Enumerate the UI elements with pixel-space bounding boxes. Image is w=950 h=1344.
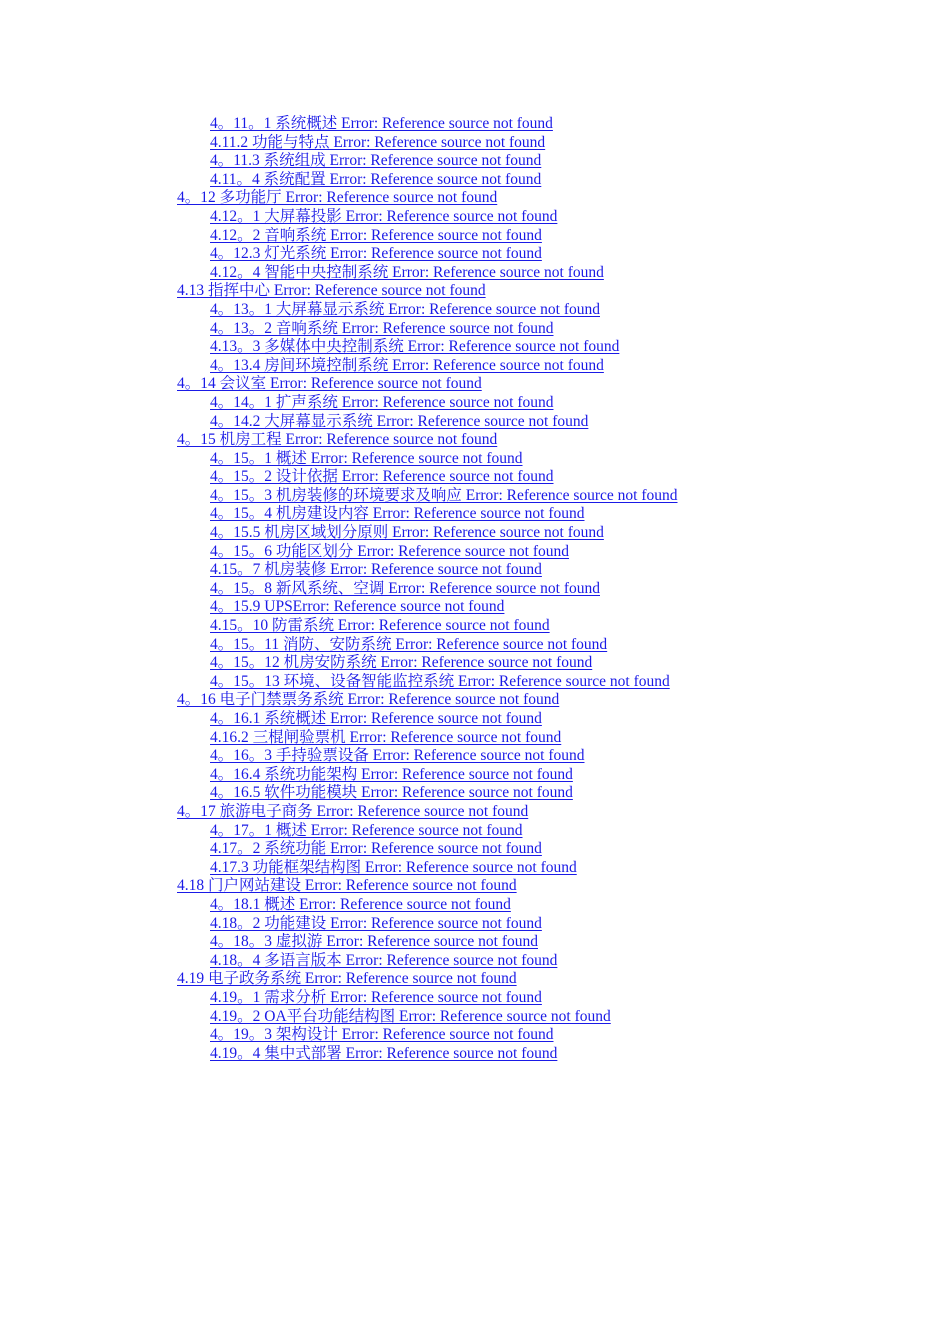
toc-entry[interactable]: 4。15.9 UPSError: Reference source not found — [210, 598, 505, 616]
toc-entry[interactable]: 4。18。3 虚拟游 Error: Reference source not found — [210, 933, 538, 951]
toc-entry[interactable]: 4。17。1 概述 Error: Reference source not found — [210, 821, 523, 839]
toc-entry[interactable]: 4。18.1 概述 Error: Reference source not found — [210, 895, 511, 913]
toc-section-entry[interactable]: 4。14 会议室 Error: Reference source not found — [177, 375, 482, 393]
toc-entry[interactable]: 4.19。2 OA平台功能结构图 Error: Reference source not found — [210, 1007, 611, 1025]
toc-section-entry[interactable]: 4。16 电子门禁票务系统 Error: Reference source not found — [177, 691, 560, 709]
toc-entry[interactable]: 4.16.2 三棍闸验票机 Error: Reference source not found — [210, 728, 562, 746]
toc-entry[interactable]: 4。16.4 系统功能架构 Error: Reference source not found — [210, 765, 573, 783]
toc-entry[interactable]: 4.11。4 系统配置 Error: Reference source not found — [210, 170, 542, 188]
toc-entry[interactable]: 4。15。6 功能区划分 Error: Reference source not found — [210, 542, 569, 560]
toc-entry[interactable]: 4.13。3 多媒体中央控制系统 Error: Reference source not found — [210, 338, 620, 356]
toc-entry[interactable]: 4。15。4 机房建设内容 Error: Reference source not found — [210, 505, 585, 523]
toc-entry[interactable]: 4。15。12 机房安防系统 Error: Reference source not found — [210, 654, 593, 672]
toc-entry[interactable]: 4.15。7 机房装修 Error: Reference source not found — [210, 561, 542, 579]
toc-section-entry[interactable]: 4.13 指挥中心 Error: Reference source not found — [177, 282, 486, 300]
toc-entry[interactable]: 4。14.2 大屏幕显示系统 Error: Reference source not found — [210, 412, 589, 430]
toc-entry[interactable]: 4.15。10 防雷系统 Error: Reference source not found — [210, 617, 550, 635]
toc-entry[interactable]: 4。15.5 机房区域划分原则 Error: Reference source not found — [210, 524, 604, 542]
toc-entry[interactable]: 4。15。13 环境、设备智能监控系统 Error: Reference source not found — [210, 672, 670, 690]
toc-entry[interactable]: 4。19。3 架构设计 Error: Reference source not found — [210, 1026, 554, 1044]
toc-entry[interactable]: 4.12。4 智能中央控制系统 Error: Reference source not found — [210, 263, 604, 281]
toc-entry[interactable]: 4.18。4 多语言版本 Error: Reference source not found — [210, 951, 558, 969]
toc-section-entry[interactable]: 4。17 旅游电子商务 Error: Reference source not found — [177, 802, 529, 820]
toc-section-entry[interactable]: 4。12 多功能厅 Error: Reference source not found — [177, 189, 498, 207]
toc-entry[interactable]: 4。15。3 机房装修的环境要求及响应 Error: Reference source not found — [210, 486, 678, 504]
toc-entry[interactable]: 4.12。1 大屏幕投影 Error: Reference source not found — [210, 207, 558, 225]
toc-entry[interactable]: 4。16。3 手持验票设备 Error: Reference source not found — [210, 747, 585, 765]
toc-entry[interactable]: 4。15。11 消防、安防系统 Error: Reference source not found — [210, 635, 608, 653]
toc-entry[interactable]: 4。15。1 概述 Error: Reference source not found — [210, 449, 523, 467]
toc-entry[interactable]: 4。13。1 大屏幕显示系统 Error: Reference source not found — [210, 300, 600, 318]
toc-entry[interactable]: 4。16.5 软件功能模块 Error: Reference source not found — [210, 784, 573, 802]
toc-entry[interactable]: 4.17。2 系统功能 Error: Reference source not found — [210, 840, 542, 858]
toc-entry[interactable]: 4。11。1 系统概述 Error: Reference source not found — [210, 115, 553, 132]
toc-entry[interactable]: 4。13。2 音响系统 Error: Reference source not found — [210, 319, 554, 337]
toc-entry[interactable]: 4。15。8 新风系统、空调 Error: Reference source not found — [210, 579, 600, 597]
toc-section-entry[interactable]: 4。15 机房工程 Error: Reference source not found — [177, 431, 498, 449]
toc-entry[interactable]: 4.11.2 功能与特点 Error: Reference source not found — [210, 133, 546, 151]
toc-entry[interactable]: 4.17.3 功能框架结构图 Error: Reference source not found — [210, 858, 577, 876]
toc-entry[interactable]: 4。12.3 灯光系统 Error: Reference source not found — [210, 245, 542, 263]
toc-section-entry[interactable]: 4.19 电子政务系统 Error: Reference source not found — [177, 970, 517, 988]
toc-entry[interactable]: 4。13.4 房间环境控制系统 Error: Reference source not found — [210, 356, 604, 374]
toc-entry[interactable]: 4.19。4 集中式部署 Error: Reference source not found — [210, 1044, 558, 1062]
toc-section-entry[interactable]: 4.18 门户网站建设 Error: Reference source not found — [177, 877, 517, 895]
toc-entry[interactable]: 4。14。1 扩声系统 Error: Reference source not found — [210, 393, 554, 411]
toc-entry[interactable]: 4.19。1 需求分析 Error: Reference source not found — [210, 988, 542, 1006]
toc-entry[interactable]: 4。16.1 系统概述 Error: Reference source not found — [210, 710, 542, 727]
toc-entry[interactable]: 4。11.3 系统组成 Error: Reference source not found — [210, 152, 542, 170]
toc-entry[interactable]: 4.18。2 功能建设 Error: Reference source not found — [210, 914, 542, 932]
table-of-contents — [0, 115, 950, 1063]
toc-entry[interactable]: 4。15。2 设计依据 Error: Reference source not found — [210, 468, 554, 486]
toc-entry[interactable]: 4.12。2 音响系统 Error: Reference source not found — [210, 226, 542, 244]
